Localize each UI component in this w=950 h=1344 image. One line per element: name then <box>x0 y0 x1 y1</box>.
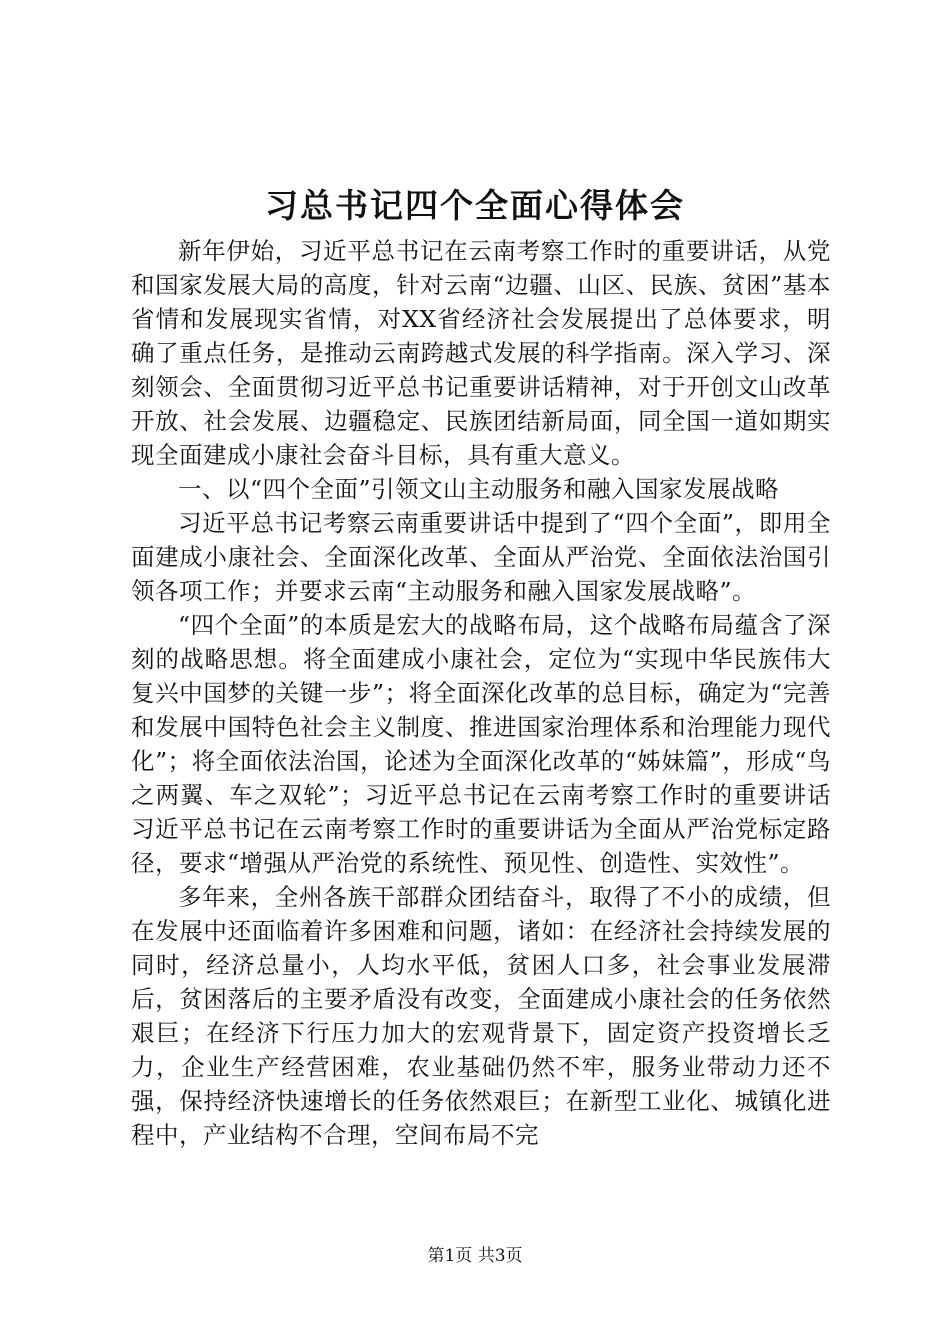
paragraph-four-comprehensives: 习近平总书记考察云南重要讲话中提到了“四个全面”，即用全面建成小康社会、全面深化改革、全面从严治党、全面依法治国引领各项工作；并要求云南“主动服务和融入国家发展战略”。 <box>131 509 831 605</box>
section-heading-1: 一、以“四个全面”引领文山主动服务和融入国家发展战略 <box>178 475 780 503</box>
paragraph-intro: 新年伊始，习近平总书记在云南考察工作时的重要讲话，从党和国家发展大局的高度，针对云南“边疆、山区、民族、贫困”基本省情和发展现实省情，对XX省经济社会发展提出了总体要求，明确了重点任务，是推动云南跨越式发展的科学指南。深入学习、深刻领会、全面贯彻习近平总书记重要讲话精神，对于开创文山改革开放、社会发展、边疆稳定、民族团结新局面，同全国一道如期实现全面建成小康社会奋斗目标，具有重大意义。 <box>131 237 831 469</box>
document-title: 习总书记四个全面心得体会 <box>265 186 685 225</box>
paragraph-challenges: 多年来，全州各族干部群众团结奋斗，取得了不小的成绩，但在发展中还面临着许多困难和问题，诸如：在经济社会持续发展的同时，经济总量小，人均水平低，贫困人口多，社会事业发展滞后，贫困落后的主要矛盾没有改变，全面建成小康社会的任务依然艰巨；在经济下行压力加大的宏观背景下，固定资产投资增长乏力，企业生产经营困难，农业基础仍然不牢，服务业带动力还不强，保持经济快速增长的任务依然艰巨；在新型工业化、城镇化进程中，产业结构不合理，空间布局不完 <box>131 883 831 1149</box>
paragraph-strategic-layout: “四个全面”的本质是宏大的战略布局，这个战略布局蕴含了深刻的战略思想。将全面建成小康社会，定位为“实现中华民族伟大复兴中国梦的关键一步”；将全面深化改革的总目标，确定为“完善和发展中国特色社会主义制度、推进国家治理体系和治理能力现代化”；将全面依法治国，论述为全面深化改革的“姊妹篇”，形成“鸟之两翼、车之双轮”；习近平总书记在云南考察工作时的重要讲话习近平总书记在云南考察工作时的重要讲话为全面从严治党标定路径，要求“增强从严治党的系统性、预见性、创造性、实效性”。 <box>131 611 831 877</box>
page-number-footer: 第1页 共3页 <box>427 1246 523 1266</box>
document-body <box>131 234 831 1152</box>
